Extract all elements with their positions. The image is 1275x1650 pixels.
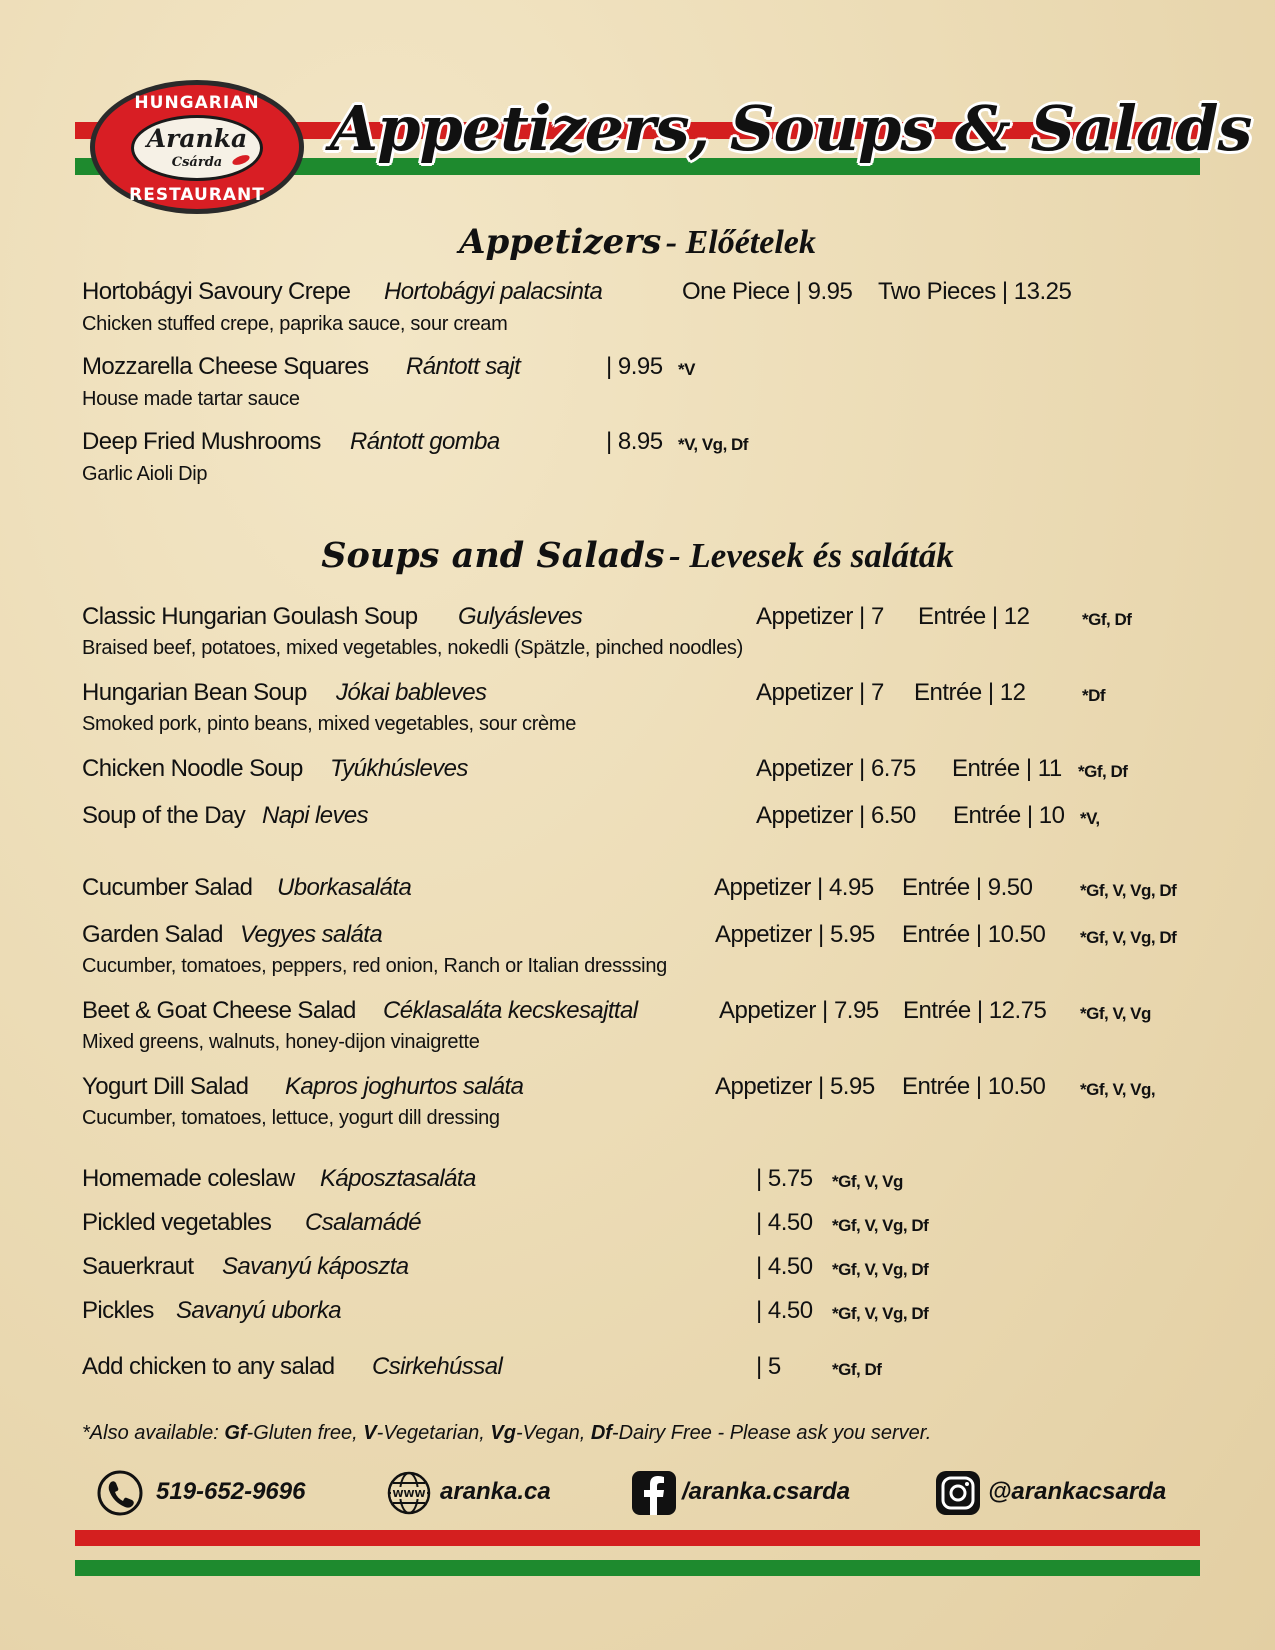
instagram-icon (934, 1469, 982, 1517)
menu-item-note: *V (678, 360, 695, 379)
menu-item-note: *Df (1082, 686, 1106, 705)
menu-item-name: Hungarian Bean Soup (82, 679, 307, 706)
menu-item-desc: Garlic Aioli Dip (82, 463, 208, 485)
menu-item-desc: Cucumber, tomatoes, peppers, red onion, Ranch or Italian dresssing (82, 955, 667, 977)
menu-item-name: Chicken Noodle Soup (82, 755, 303, 782)
page-title: Appetizers, Soups & Salads (330, 92, 1252, 165)
footnote-df-text: -Dairy Free - Please ask you server. (611, 1422, 932, 1444)
menu-item-hu: Gulyásleves (458, 603, 583, 630)
menu-item-name: Deep Fried Mushrooms (82, 428, 321, 455)
footnote-gf: Gf (224, 1422, 247, 1444)
menu-item-name: Homemade coleslaw (82, 1165, 295, 1192)
menu-item-hu: Jókai bableves (336, 679, 487, 706)
menu-item-hu: Rántott sajt (406, 353, 521, 380)
website-link[interactable]: aranka.ca (440, 1478, 551, 1505)
soups-salads-title-hu: - Levesek és saláták (669, 536, 954, 575)
menu-item-price: | 4.50 (756, 1253, 813, 1280)
menu-item-entree-price: Entrée | 10.50 (902, 1073, 1046, 1100)
footnote-df: Df (590, 1422, 612, 1444)
menu-item-note: *V, Vg, Df (678, 435, 748, 454)
menu-item-hu: Uborkasaláta (277, 874, 412, 901)
menu-item-hu: Savanyú káposzta (222, 1253, 409, 1280)
menu-item-appetizer-price: Appetizer | 5.95 (715, 1073, 875, 1100)
menu-item-note: *Gf, V, Vg, Df (832, 1216, 929, 1235)
menu-item-name: Classic Hungarian Goulash Soup (82, 603, 418, 630)
menu-item-appetizer-price: Appetizer | 7 (756, 679, 884, 706)
menu-item-price: | 5.75 (756, 1165, 813, 1192)
menu-item-price: | 5 (756, 1353, 781, 1380)
menu-item-name: Add chicken to any salad (82, 1353, 335, 1380)
menu-item-note: *Gf, V, Vg, Df (1080, 928, 1177, 947)
menu-item-price: | 8.95 (606, 428, 663, 455)
menu-item-note: *Gf, V, Vg, (1080, 1080, 1156, 1099)
phone-number[interactable]: 519-652-9696 (156, 1478, 306, 1505)
menu-item-price: | 4.50 (756, 1297, 813, 1324)
menu-item-appetizer-price: Appetizer | 7.95 (719, 997, 879, 1024)
restaurant-logo (90, 80, 304, 214)
facebook-handle[interactable]: /aranka.csarda (682, 1478, 851, 1505)
soups-salads-heading (0, 535, 1275, 576)
menu-item-note: *Gf, Df (832, 1360, 882, 1379)
menu-item-note: *Gf, Df (1078, 762, 1128, 781)
menu-item-note: *Gf, V, Vg, Df (832, 1304, 929, 1323)
appetizers-heading (0, 222, 1275, 262)
menu-item-note: *Gf, V, Vg (832, 1172, 903, 1191)
menu-item-entree-price: Entrée | 12 (918, 603, 1030, 630)
menu-item-entree-price: Entrée | 10 (953, 802, 1065, 829)
menu-item-name: Yogurt Dill Salad (82, 1073, 249, 1100)
menu-item-hu: Tyúkhúsleves (330, 755, 468, 782)
menu-item-note: *Gf, V, Vg (1080, 1004, 1151, 1023)
footer-red-stripe (75, 1530, 1200, 1546)
dietary-footnote (82, 1422, 931, 1445)
menu-item-note: *Gf, V, Vg, Df (832, 1260, 929, 1279)
menu-item-hu: Csirkehússal (372, 1353, 503, 1380)
menu-item-price: One Piece | 9.95 (682, 278, 853, 305)
menu-item-hu: Kapros joghurtos saláta (285, 1073, 524, 1100)
menu-item-desc: Smoked pork, pinto beans, mixed vegetables, sour crème (82, 713, 577, 735)
footnote-v-text: -Vegetarian, (376, 1422, 491, 1444)
menu-item-hu: Hortobágyi palacsinta (384, 278, 603, 305)
menu-item-hu: Vegyes saláta (240, 921, 383, 948)
menu-item-name: Beet & Goat Cheese Salad (82, 997, 356, 1024)
menu-item-hu: Napi leves (262, 802, 369, 829)
logo-bottom-text: RESTAURANT (129, 185, 265, 205)
menu-item-price: | 9.95 (606, 353, 663, 380)
menu-item-hu: Rántott gomba (350, 428, 500, 455)
menu-item-name: Garden Salad (82, 921, 223, 948)
footer-green-stripe (75, 1560, 1200, 1576)
footnote-gf-text: -Gluten free, (246, 1422, 364, 1444)
logo-top-text: HUNGARIAN (134, 93, 260, 113)
phone-icon (96, 1469, 144, 1517)
menu-item-appetizer-price: Appetizer | 4.95 (714, 874, 874, 901)
appetizers-title-en: Appetizers (459, 222, 662, 262)
menu-item-entree-price: Entrée | 9.50 (902, 874, 1033, 901)
menu-item-appetizer-price: Appetizer | 6.50 (756, 802, 916, 829)
globe-icon (385, 1469, 433, 1517)
menu-item-name: Sauerkraut (82, 1253, 194, 1280)
footnote-vg-text: -Vegan, (515, 1422, 591, 1444)
menu-item-name: Soup of the Day (82, 802, 246, 829)
menu-item-price: Two Pieces | 13.25 (878, 278, 1072, 305)
footnote-prefix: *Also available: (82, 1422, 225, 1444)
menu-item-hu: Savanyú uborka (176, 1297, 342, 1324)
menu-item-desc: Braised beef, potatoes, mixed vegetables, nokedli (Spätzle, pinched noodles) (82, 637, 743, 659)
footnote-vg: Vg (490, 1422, 516, 1444)
menu-item-entree-price: Entrée | 10.50 (902, 921, 1046, 948)
menu-item-name: Hortobágyi Savoury Crepe (82, 278, 351, 305)
menu-item-name: Pickled vegetables (82, 1209, 272, 1236)
logo-name: Aranka (146, 124, 248, 153)
instagram-handle[interactable]: @arankacsarda (988, 1478, 1167, 1505)
footnote-v: V (363, 1422, 377, 1444)
svg-text:WWW: WWW (392, 1489, 426, 1500)
menu-item-desc: House made tartar sauce (82, 388, 300, 410)
menu-item-entree-price: Entrée | 11 (952, 755, 1062, 782)
menu-item-appetizer-price: Appetizer | 7 (756, 603, 884, 630)
menu-item-name: Pickles (82, 1297, 154, 1324)
menu-item-note: *V, (1080, 809, 1100, 828)
soups-salads-title-en: Soups and Salads (321, 535, 665, 576)
menu-item-entree-price: Entrée | 12 (914, 679, 1026, 706)
menu-item-appetizer-price: Appetizer | 5.95 (715, 921, 875, 948)
logo-sub: Csárda (171, 155, 223, 170)
menu-item-desc: Mixed greens, walnuts, honey-dijon vinaigrette (82, 1031, 480, 1053)
menu-item-note: *Gf, V, Vg, Df (1080, 881, 1177, 900)
menu-item-price: | 4.50 (756, 1209, 813, 1236)
menu-item-desc: Cucumber, tomatoes, lettuce, yogurt dill dressing (82, 1107, 500, 1129)
menu-item-note: *Gf, Df (1082, 610, 1132, 629)
menu-item-appetizer-price: Appetizer | 6.75 (756, 755, 916, 782)
facebook-icon (630, 1469, 678, 1517)
menu-item-name: Cucumber Salad (82, 874, 253, 901)
menu-item-name: Mozzarella Cheese Squares (82, 353, 369, 380)
menu-item-desc: Chicken stuffed crepe, paprika sauce, sour cream (82, 313, 508, 335)
menu-item-hu: Káposztasaláta (320, 1165, 476, 1192)
appetizers-title-hu: - Előételek (665, 224, 816, 261)
menu-item-entree-price: Entrée | 12.75 (903, 997, 1047, 1024)
menu-item-hu: Céklasaláta kecskesajttal (383, 997, 638, 1024)
menu-item-hu: Csalamádé (305, 1209, 421, 1236)
